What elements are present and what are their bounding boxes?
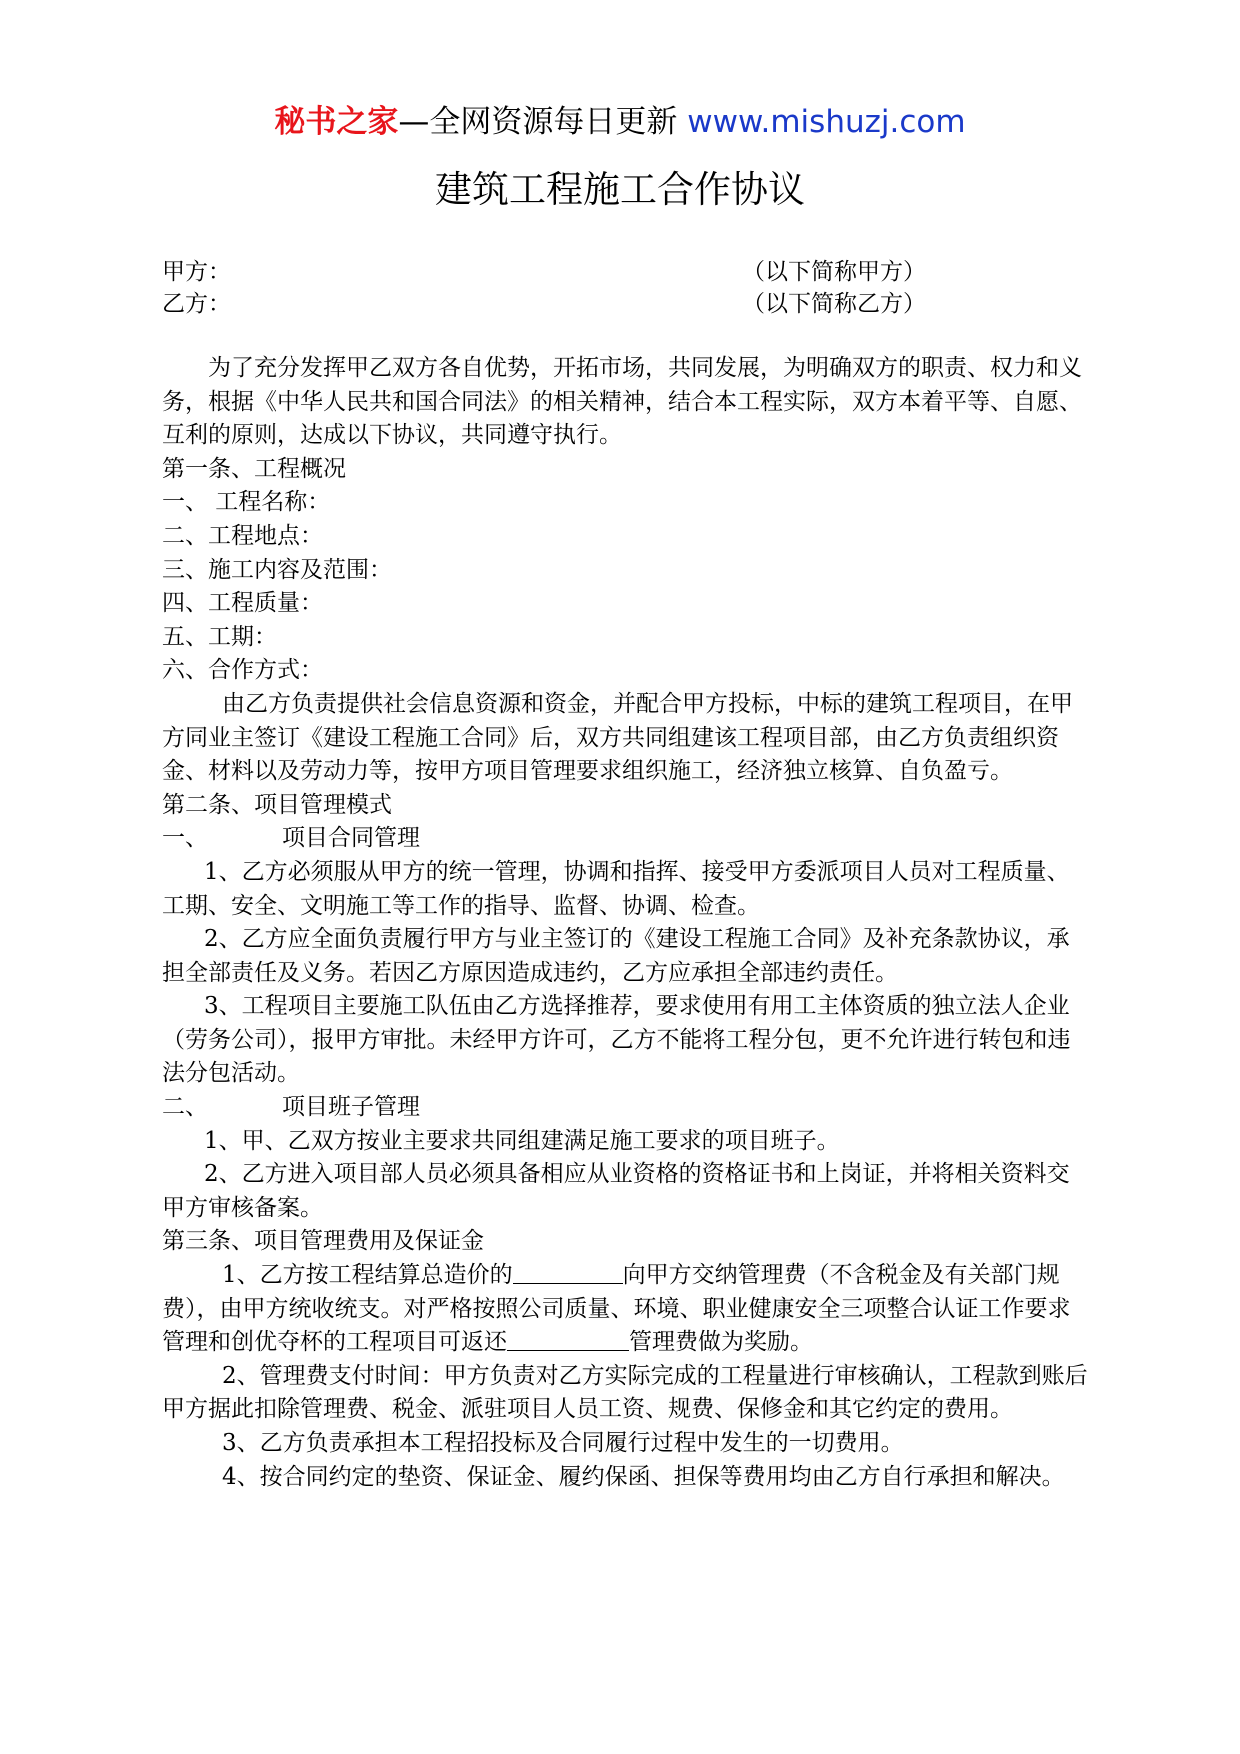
site-slogan: —全网资源每日更新 [398, 104, 678, 140]
article1-item-name: 一、 工程名称： [162, 489, 331, 516]
article3-item-1 [162, 1259, 1092, 1360]
article3-item-4: 4、按合同约定的垫资、保证金、履约保函、担保等费用均由乙方自行承担和解决。 [222, 1463, 1065, 1490]
article3-item-2: 2、管理费支付时间：甲方负责对乙方实际完成的工程量进行审核确认，工程款到账后甲方据此扣除管理费、税金、派驻项目人员工资、规费、保修金和其它约定的费用。 [162, 1362, 1088, 1423]
section2-number: 二、 [162, 1094, 208, 1121]
site-banner [0, 100, 1240, 144]
article3-heading: 第三条、项目管理费用及保证金 [162, 1228, 484, 1255]
section1-item-1: 1、乙方必须服从甲方的统一管理，协调和指挥、接受甲方委派项目人员对工程质量、工期、安全、文明施工等工作的指导、监督、协调、检查。 [162, 858, 1070, 919]
article2-heading: 第二条、项目管理模式 [162, 791, 392, 818]
article3-item1-part-a: 1、乙方按工程结算总造价的 [222, 1262, 513, 1289]
fee-rate-blank [513, 1261, 623, 1284]
article3-item-3: 3、乙方负责承担本工程招投标及合同履行过程中发生的一切费用。 [222, 1430, 904, 1456]
site-brand: 秘书之家 [274, 104, 399, 140]
site-url-link[interactable]: www.mishuzj.com [687, 104, 966, 140]
document-title: 建筑工程施工合作协议 [435, 168, 805, 211]
section2-item-1: 1、甲、乙双方按业主要求共同组建满足施工要求的项目班子。 [204, 1127, 840, 1154]
section1-item-2: 2、乙方应全面负责履行甲方与业主签订的《建设工程施工合同》及补充条款协议，承担全部责任及义务。若因乙方原因造成违约，乙方应承担全部违约责任。 [162, 926, 1070, 986]
refund-rate-blank [507, 1328, 629, 1351]
party-a-label: 甲方： [162, 259, 231, 285]
article1-item-scope: 三、施工内容及范围： [162, 556, 392, 583]
article1-item-period: 五、工期： [162, 623, 277, 650]
section1-title: 项目合同管理 [282, 825, 420, 852]
article3-item1-part-b: 向甲方交纳管理费（不含税金及有关部门规费），由甲方统收统支。对严格按照公司质量、环境、职业健康安全三项整合认证工作要求管理和创优夺杯的工程项目可返还 [162, 1262, 1071, 1356]
article1-item-location: 二、工程地点： [162, 522, 323, 549]
document-body [162, 352, 1092, 1494]
parties-block [162, 256, 1102, 320]
section2-item-2: 2、乙方进入项目部人员必须具备相应从业资格的资格证书和上岗证，并将相关资料交甲方审核备案。 [162, 1161, 1070, 1221]
party-b-label: 乙方： [162, 291, 231, 317]
article3-item1-part-c: 管理费做为奖励。 [629, 1329, 813, 1356]
party-a-note: （以下简称甲方） [742, 259, 926, 285]
article1-item-quality: 四、工程质量： [162, 590, 323, 617]
party-b-note: （以下简称乙方） [742, 291, 926, 317]
article2-section2-heading [162, 1091, 1092, 1125]
section1-item-3: 3、工程项目主要施工队伍由乙方选择推荐，要求使用有用工主体资质的独立法人企业（劳务公司），报甲方审批。未经甲方许可，乙方不能将工程分包，更不允许进行转包和违法分包活动。 [162, 993, 1071, 1087]
intro-paragraph: 为了充分发挥甲乙双方各自优势，开拓市场，共同发展，为明确双方的职责、权力和义务，根据《中华人民共和国合同法》的相关精神，结合本工程实际，双方本着平等、自愿、互利的原则，达成以下协议，共同遵守执行。 [162, 355, 1082, 449]
section1-number: 一、 [162, 825, 208, 852]
cooperation-paragraph: 由乙方负责提供社会信息资源和资金，并配合甲方投标，中标的建筑工程项目，在甲方同业主签订《建设工程施工合同》后，双方共同组建该工程项目部，由乙方负责组织资金、材料以及劳动力等，按甲方项目管理要求组织施工，经济独立核算、自负盈亏。 [162, 690, 1073, 785]
article1-heading: 第一条、工程概况 [162, 455, 346, 482]
party-a-row [162, 256, 1102, 288]
section2-title: 项目班子管理 [282, 1094, 420, 1121]
party-b-row [162, 288, 1102, 320]
article2-section1-heading [162, 822, 1092, 856]
article1-item-cooperation: 六、合作方式： [162, 657, 323, 684]
